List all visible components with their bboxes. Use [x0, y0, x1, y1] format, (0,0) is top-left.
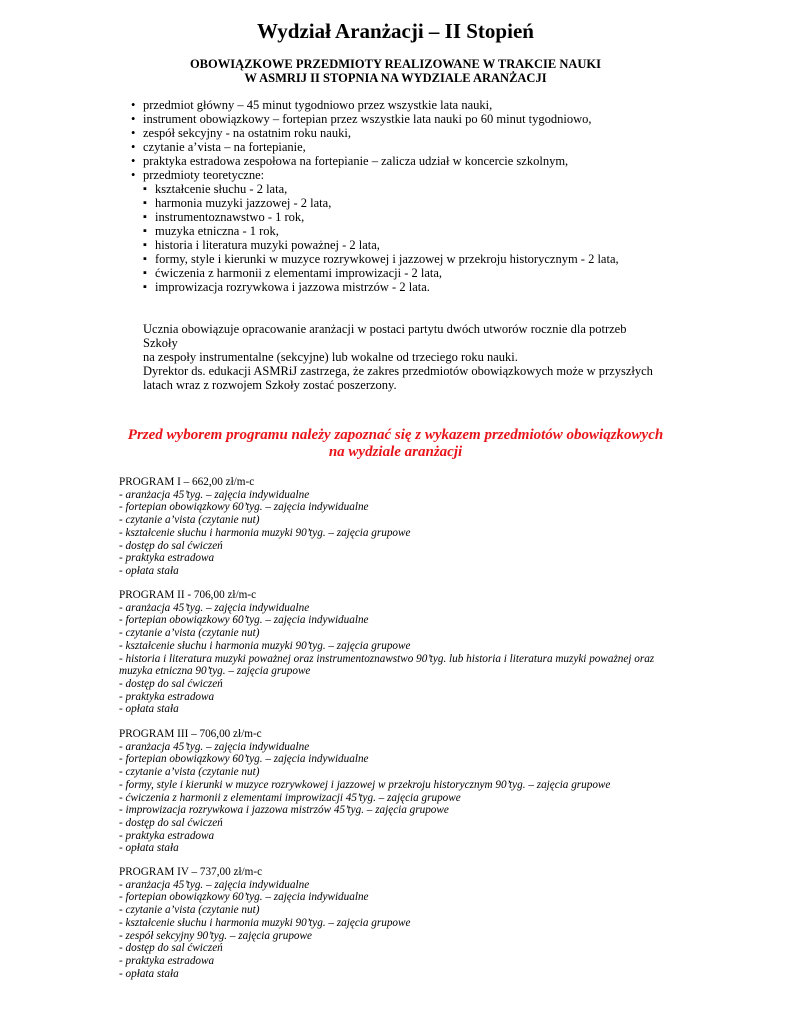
program-item: - kształcenie słuchu i harmonia muzyki 90’tyg. – zajęcia grupowe — [119, 639, 411, 652]
program-item: - improwizacja rozrywkowa i jazzowa mistrzów 45’tyg. – zajęcia grupowe — [119, 804, 449, 817]
program-item: - czytanie a’vista (czytanie nut) — [119, 904, 260, 917]
warning-line-1: Przed wyborem programu należy zapoznać się z wykazem przedmiotów obowiązkowych — [127, 427, 664, 443]
director-note-paragraph — [143, 364, 663, 392]
paragraph-line: Ucznia obowiązuje opracowanie aranżacji w postaci partytu dwóch utworów rocznie dla potrzeb Szkoły — [143, 322, 627, 350]
bullet-item: • zespół sekcyjny - na ostatnim roku nauki, — [143, 126, 619, 140]
theory-subjects-list — [143, 182, 619, 294]
theory-item: ▪ instrumentoznawstwo - 1 rok, — [155, 210, 619, 224]
paragraph-line: Dyrektor ds. edukacji ASMRiJ zastrzega, że zakres przedmiotów obowiązkowych może w przyszłych — [143, 364, 653, 378]
subtitle-line-2: W ASMRIJ II STOPNIA NA WYDZIALE ARANŻACJI — [244, 71, 547, 85]
program-selection-warning — [0, 427, 791, 461]
warning-line-2: na wydziale aranżacji — [328, 444, 463, 460]
program-item: - opłata stała — [119, 842, 179, 855]
theory-item: ▪ ćwiczenia z harmonii z elementami improwizacji - 2 lata, — [155, 266, 619, 280]
theory-item: ▪ kształcenie słuchu - 2 lata, — [155, 182, 619, 196]
program-item: - dostęp do sal ćwiczeń — [119, 677, 223, 690]
program-item: - czytanie a’vista (czytanie nut) — [119, 627, 260, 640]
program-2 — [119, 589, 679, 716]
program-3 — [119, 728, 679, 855]
program-4 — [119, 866, 679, 980]
program-item: - formy, style i kierunki w muzyce rozrywkowej i jazzowej w przekroju historycznym 90’tyg. – zajęcia grupowe — [119, 778, 611, 791]
program-item: - aranżacja 45’tyg. – zajęcia indywidualne — [119, 488, 310, 501]
program-item: - dostęp do sal ćwiczeń — [119, 816, 223, 829]
bullet-item: • przedmiot główny – 45 minut tygodniowo przez wszystkie lata nauki, — [143, 98, 619, 112]
subtitle-line-1: OBOWIĄZKOWE PRZEDMIOTY REALIZOWANE W TRAKCIE NAUKI — [189, 57, 602, 71]
program-item: - kształcenie słuchu i harmonia muzyki 90’tyg. – zajęcia grupowe — [119, 916, 411, 929]
program-heading: PROGRAM II - 706,00 zł/m-c — [119, 589, 257, 601]
program-item: - aranżacja 45’tyg. – zajęcia indywidualne — [119, 601, 310, 614]
program-item: - fortepian obowiązkowy 60’tyg. – zajęcia indywidualne — [119, 614, 369, 627]
program-item: - opłata stała — [119, 967, 179, 980]
program-heading: PROGRAM IV – 737,00 zł/m-c — [119, 866, 263, 878]
program-item: - zespół sekcyjny 90’tyg. – zajęcia grupowe — [119, 929, 312, 942]
program-item: - dostęp do sal ćwiczeń — [119, 539, 223, 552]
program-item: - opłata stała — [119, 564, 179, 577]
program-item: - opłata stała — [119, 703, 179, 716]
page-title: Wydział Aranżacji – II Stopień — [257, 19, 534, 43]
program-item: - praktyka estradowa — [119, 829, 215, 842]
program-heading: PROGRAM III – 706,00 zł/m-c — [119, 728, 262, 740]
program-item: - aranżacja 45’tyg. – zajęcia indywidualne — [119, 878, 310, 891]
program-item: muzyka etniczna 90’tyg. – zajęcia grupowe — [119, 665, 311, 678]
arrangement-requirement-paragraph — [143, 322, 663, 364]
bullet-item: • praktyka estradowa zespołowa na fortepianie – zalicza udział w koncercie szkolnym, — [143, 154, 619, 168]
page-subtitle — [0, 57, 791, 85]
paragraph-line: latach wraz z rozwojem Szkoły zostać poszerzony. — [143, 378, 397, 392]
program-heading: PROGRAM I – 662,00 zł/m-c — [119, 476, 255, 488]
required-subjects-list — [143, 98, 619, 294]
bullet-item: • instrument obowiązkowy – fortepian przez wszystkie lata nauki po 60 minut tygodniowo, — [143, 112, 619, 126]
program-item: - czytanie a’vista (czytanie nut) — [119, 766, 260, 779]
program-item: - praktyka estradowa — [119, 690, 215, 703]
bullet-item: • czytanie a’vista – na fortepianie, — [143, 140, 619, 154]
program-item: - fortepian obowiązkowy 60’tyg. – zajęcia indywidualne — [119, 753, 369, 766]
program-item: - praktyka estradowa — [119, 552, 215, 565]
program-item: - kształcenie słuchu i harmonia muzyki 90’tyg. – zajęcia grupowe — [119, 526, 411, 539]
theory-item: ▪ formy, style i kierunki w muzyce rozrywkowej i jazzowej w przekroju historycznym - 2 lata, — [155, 252, 619, 266]
program-item: - czytanie a’vista (czytanie nut) — [119, 514, 260, 527]
bullet-item-theory — [143, 168, 619, 294]
program-item: - fortepian obowiązkowy 60’tyg. – zajęcia indywidualne — [119, 891, 369, 904]
program-item: - dostęp do sal ćwiczeń — [119, 942, 223, 955]
program-item: - ćwiczenia z harmonii z elementami improwizacji 45’tyg. – zajęcia grupowe — [119, 791, 461, 804]
theory-item: ▪ harmonia muzyki jazzowej - 2 lata, — [155, 196, 619, 210]
theory-item: ▪ improwizacja rozrywkowa i jazzowa mistrzów - 2 lata. — [155, 280, 619, 294]
program-1 — [119, 476, 679, 578]
theory-item: ▪ historia i literatura muzyki poważnej - 2 lata, — [155, 238, 619, 252]
program-item: - historia i literatura muzyki poważnej oraz instrumentoznawstwo 90’tyg. lub historia i literatura muzyki poważnej oraz — [119, 652, 655, 665]
program-item: - praktyka estradowa — [119, 954, 215, 967]
theory-item: ▪ muzyka etniczna - 1 rok, — [155, 224, 619, 238]
theory-heading: • przedmioty teoretyczne: — [143, 168, 265, 182]
program-item: - fortepian obowiązkowy 60’tyg. – zajęcia indywidualne — [119, 501, 369, 514]
paragraph-line: na zespoły instrumentalne (sekcyjne) lub wokalne od trzeciego roku nauki. — [143, 350, 518, 364]
program-item: - aranżacja 45’tyg. – zajęcia indywidualne — [119, 740, 310, 753]
